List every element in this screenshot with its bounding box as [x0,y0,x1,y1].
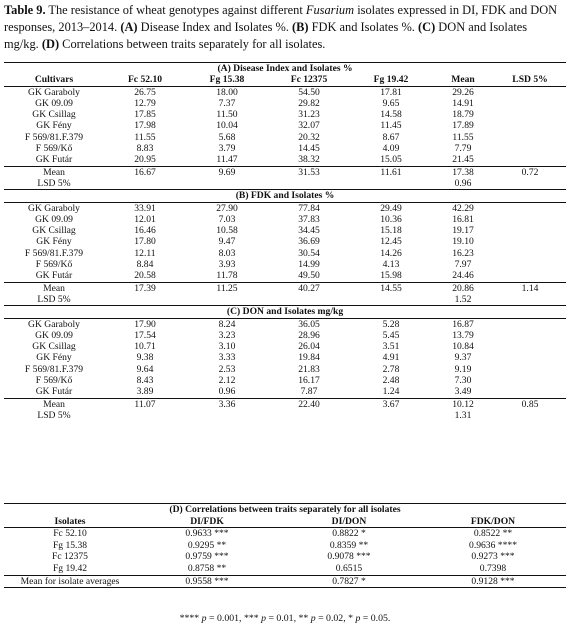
cell-value: 10.84 [452,341,474,353]
correlations-column-header: DI/DON [331,515,367,527]
section-title: (B) FDK and Isolates % [4,190,566,202]
mean-value: 11.07 [104,398,186,410]
caption-text-2: isolates expressed in DI, FDK and DON responses, 2013–2014. [4,3,558,34]
cell-value: 5.68 [218,131,236,143]
mean-value: 17.38 [432,166,494,178]
correlation-value: 0.7827 * [278,575,420,588]
column-header: Fc 52.10 [127,74,163,86]
lsd-value [494,294,566,306]
cell-value: 20.58 [134,270,156,282]
cell-value: 27.90 [186,202,268,214]
table-row [4,341,566,352]
caption-genus: Fusarium [305,3,355,17]
column-header: Cultivars [34,74,74,86]
cell-value: 49.50 [298,270,320,282]
cell-value: 8.43 [136,375,154,387]
cultivar-name: GK Futár [35,386,73,398]
lsd-value [104,294,186,306]
cell-value: 2.48 [382,375,400,387]
footnote-sig-3: *** [243,613,259,624]
cell-value [494,86,566,98]
cell-value: 17.85 [134,109,156,121]
cell-value: 8.84 [136,259,154,271]
cell-value [494,364,566,375]
cultivar-name: GK Fény [36,120,72,132]
isolate-name: Fc 12375 [52,551,88,563]
cell-value: 11.55 [452,131,474,143]
lsd-value [350,294,432,306]
cell-value: 18.00 [186,86,268,98]
cultivar-name: GK Fény [36,236,72,248]
column-header: Fc 12375 [290,74,328,86]
cell-value: 17.81 [350,86,432,98]
cell-value [494,109,566,120]
mean-value: 22.40 [268,398,350,410]
cell-value: 7.97 [454,259,472,271]
table-row [4,551,566,563]
cell-value: 28.96 [298,329,320,341]
table-row [4,143,566,154]
cell-value: 16.46 [134,225,156,237]
footnote-p: p [261,613,266,624]
cell-value: 34.45 [298,225,320,237]
cell-value [494,143,566,154]
cell-value: 9.65 [382,97,400,109]
cultivar-name: GK Garaboly [4,202,104,214]
cell-value: 14.58 [380,109,402,121]
cell-value: 10.36 [380,213,402,225]
cell-value: 2.53 [218,363,236,375]
cell-value: 42.29 [432,202,494,214]
footnote-p: p [355,613,361,624]
mean-value: 40.27 [268,282,350,294]
mean-value: 14.55 [350,282,432,294]
correlations-title: (D) Correlations between traits separately for all isolates [4,504,566,516]
cultivar-name: F 569/81.F.379 [24,131,84,143]
section-title-row [4,306,566,318]
caption-c-text: DON and Isolates mg/kg. [4,20,528,51]
cell-value: 10.71 [134,341,156,353]
cell-value: 20.32 [298,131,320,143]
table-row [4,120,566,131]
cell-value: 9.47 [218,236,236,248]
cell-value: 11.78 [216,270,238,282]
cell-value: 4.13 [382,259,400,271]
footnote-p: p [310,613,316,624]
section-title: (C) DON and Isolates mg/kg [4,306,566,318]
cell-value: 17.90 [104,318,186,330]
correlation-value: 0.8359 ** [329,539,369,551]
correlations-column-header: FDK/DON [470,515,516,527]
cell-value: 4.91 [382,352,400,364]
footnote-sig-1: * [348,613,353,624]
cell-value: 9.38 [136,352,154,364]
cultivar-name: GK Futár [35,270,73,282]
cell-value [494,132,566,143]
column-header: Fg 19.42 [373,74,409,86]
cell-value: 33.91 [104,202,186,214]
lsd-row [4,178,566,190]
cell-value: 19.84 [298,352,320,364]
cell-value [494,330,566,341]
cell-value: 30.54 [298,247,320,259]
cell-value [494,225,566,236]
cell-value: 4.09 [382,143,400,155]
cultivar-name: GK Futár [35,154,73,166]
cell-value: 19.10 [452,236,474,248]
cell-value: 16.23 [452,247,474,259]
cell-value: 9.19 [454,363,472,375]
section-title: (A) Disease Index and Isolates % [4,63,566,75]
cell-value: 8.24 [186,318,268,330]
mean-label: Mean [4,398,104,410]
cultivar-name: F 569/Kő [35,375,73,387]
cell-value: 29.49 [350,202,432,214]
cell-value: 10.58 [216,225,238,237]
mean-value: 16.67 [104,166,186,178]
cell-value: 8.83 [136,143,154,155]
column-header: Fg 15.38 [209,74,245,86]
cultivar-name: GK 09.09 [35,213,73,225]
correlation-value: 0.8522 ** [420,528,566,540]
lsd-value [494,410,566,421]
table-row [4,386,566,398]
cultivar-name: F 569/Kő [35,259,73,271]
mean-row [4,398,566,410]
cell-value: 21.83 [298,363,320,375]
cell-value: 11.47 [216,154,238,166]
lsd-value: 1.31 [454,409,472,421]
column-header: Mean [451,74,475,86]
table-row [4,109,566,120]
cell-value: 0.96 [218,386,236,398]
table-row [4,248,566,259]
table-row [4,86,566,98]
table-caption [4,2,564,53]
mean-value: 31.53 [268,166,350,178]
cell-value [494,236,566,247]
cultivar-name: GK Garaboly [4,86,104,98]
cultivar-name: GK 09.09 [35,97,73,109]
table-row [4,202,566,214]
footnote-text-3: = 0.02, [315,613,349,624]
cell-value: 12.79 [134,97,156,109]
cell-value [494,120,566,131]
correlation-value: 0.8822 * [278,528,420,540]
footnote-sig-4: **** [179,613,200,624]
lsd-value [494,178,566,190]
cell-value: 29.82 [298,97,320,109]
lsd-value: 1.52 [454,293,472,305]
significance-footnote [0,613,570,624]
correlation-value: 0.9078 *** [327,551,371,563]
table-row [4,364,566,375]
lsd-value [186,178,268,190]
table-row [4,225,566,236]
caption-a: (A) [120,20,138,34]
cell-value: 12.11 [134,247,156,259]
results-table [4,62,566,421]
lsd-label: LSD 5% [37,409,71,421]
cell-value: 14.99 [298,259,320,271]
cell-value [494,318,566,330]
cell-value: 54.50 [268,86,350,98]
cell-value: 13.79 [452,329,474,341]
cell-value [494,386,566,398]
cell-value: 29.26 [432,86,494,98]
cell-value: 24.46 [452,270,474,282]
cell-value [494,259,566,270]
caption-a-text: Disease Index and Isolates %. [137,20,293,34]
cell-value: 31.23 [298,109,320,121]
correlation-value: 0.9759 *** [185,551,229,563]
cell-value [494,248,566,259]
mean-value: 20.86 [432,282,494,294]
caption-b-text: FDK and Isolates %. [308,20,418,34]
cell-value: 8.67 [382,131,400,143]
table-row [4,132,566,143]
cell-value: 9.37 [454,352,472,364]
cell-value: 32.07 [298,120,320,132]
cell-value: 26.75 [104,86,186,98]
isolate-name: Mean for isolate averages [4,575,136,588]
cell-value: 11.55 [134,131,156,143]
correlations-table [4,503,566,588]
cell-value: 3.49 [454,386,472,398]
cell-value [494,341,566,352]
cell-value: 15.98 [380,270,402,282]
cell-value [494,214,566,225]
mean-row [4,282,566,294]
cell-value: 36.69 [298,236,320,248]
cell-value: 12.45 [380,236,402,248]
lsd-value [268,178,350,190]
mean-value: 11.25 [186,282,268,294]
lsd-row [4,410,566,421]
correlations-title-row [4,504,566,516]
column-header: LSD 5% [512,74,548,86]
mean-value: 9.69 [186,166,268,178]
lsd-value [186,410,268,421]
cell-value: 3.79 [218,143,236,155]
table-row [4,575,566,588]
cell-value: 14.91 [452,97,474,109]
cell-value: 7.37 [218,97,236,109]
mean-value: 1.14 [494,282,566,294]
correlations-column-header: DI/FDK [190,515,224,527]
cell-value: 16.87 [432,318,494,330]
isolate-name: Fc 52.10 [4,528,136,540]
cell-value: 19.17 [452,225,474,237]
mean-value: 11.61 [350,166,432,178]
table-row [4,563,566,575]
cell-value: 11.50 [216,109,238,121]
table-row [4,259,566,270]
caption-b: (B) [292,20,309,34]
isolate-name: Fg 19.42 [52,562,88,574]
cell-value: 38.32 [298,154,320,166]
cultivar-name: F 569/Kő [35,143,73,155]
correlation-value: 0.9558 *** [136,575,278,588]
mean-value: 0.85 [494,398,566,410]
section-title-row [4,63,566,75]
mean-value: 10.12 [432,398,494,410]
lsd-value [186,294,268,306]
cell-value: 17.54 [134,329,156,341]
correlations-header-row [4,516,566,528]
cell-value: 77.84 [268,202,350,214]
cultivar-name: F 569/81.F.379 [24,247,84,259]
cell-value: 26.04 [298,341,320,353]
cell-value: 16.81 [452,213,474,225]
cultivar-name: GK Csillag [32,341,76,353]
cell-value: 21.45 [452,154,474,166]
footnote-p: p [201,613,207,624]
cell-value: 15.05 [380,154,402,166]
section-title-row [4,190,566,202]
cell-value [494,375,566,386]
cell-value: 3.93 [218,259,236,271]
correlation-value: 0.9273 *** [471,551,515,563]
table-row [4,352,566,363]
correlation-value: 0.8758 ** [187,562,227,574]
mean-value: 3.67 [350,398,432,410]
cell-value: 3.51 [382,341,400,353]
cell-value: 2.78 [382,363,400,375]
caption-text-1: The resistance of wheat genotypes against different [45,3,306,17]
cell-value: 14.26 [380,247,402,259]
table-row [4,98,566,109]
cell-value [494,154,566,166]
table-row [4,318,566,330]
table-row [4,154,566,166]
mean-row [4,166,566,178]
footnote-text-1: = 0.001, [206,613,244,624]
cultivar-name: GK 09.09 [35,329,73,341]
correlation-value: 0.9633 *** [136,528,278,540]
cell-value: 37.83 [298,213,320,225]
correlation-value: 0.9636 **** [469,539,517,551]
lsd-value [350,410,432,421]
cell-value: 8.03 [218,247,236,259]
caption-d-text: Correlations between traits separately for all isolates. [59,37,326,51]
cell-value: 14.45 [298,143,320,155]
correlations-column-header: Isolates [54,515,86,527]
footnote-sig-2: ** [298,613,309,624]
correlation-value: 0.6515 [335,562,363,574]
correlation-value: 0.9128 *** [420,575,566,588]
cell-value: 20.95 [134,154,156,166]
lsd-value [104,178,186,190]
caption-c: (C) [418,20,436,34]
cell-value: 17.89 [452,120,474,132]
caption-label: Table 9. [4,3,46,17]
cell-value [494,270,566,282]
isolate-name: Fg 15.38 [52,539,88,551]
cell-value [494,352,566,363]
cultivar-name: GK Fény [36,352,72,364]
cell-value: 9.64 [136,363,154,375]
cultivar-name: GK Csillag [32,109,76,121]
cell-value: 1.24 [382,386,400,398]
cell-value: 15.18 [380,225,402,237]
table-row [4,330,566,341]
cell-value: 7.79 [454,143,472,155]
table-row [4,528,566,540]
lsd-value: 0.96 [454,177,472,189]
footnote-text-4: = 0.05. [360,613,391,624]
cell-value: 17.80 [134,236,156,248]
cultivar-name: GK Csillag [32,225,76,237]
cultivar-name: F 569/81.F.379 [24,363,84,375]
table-row [4,270,566,282]
table-row [4,540,566,552]
lsd-value [268,410,350,421]
cell-value: 10.04 [216,120,238,132]
cell-value: 36.05 [268,318,350,330]
cell-value: 7.03 [218,213,236,225]
table-row [4,214,566,225]
column-header-row [4,74,566,86]
table-row [4,236,566,247]
lsd-value [350,178,432,190]
lsd-label: LSD 5% [37,177,71,189]
cell-value: 11.45 [380,120,402,132]
cell-value: 5.45 [382,329,400,341]
cell-value: 17.98 [134,120,156,132]
cultivar-name: GK Garaboly [4,318,104,330]
cell-value: 3.33 [218,352,236,364]
mean-value: 3.36 [186,398,268,410]
cell-value: 7.87 [300,386,318,398]
cell-value: 2.12 [218,375,236,387]
cell-value [494,202,566,214]
lsd-value [268,294,350,306]
correlation-value: 0.7398 [479,562,507,574]
caption-d: (D) [41,37,60,51]
lsd-row [4,294,566,306]
cell-value: 3.10 [218,341,236,353]
cell-value: 18.79 [452,109,474,121]
mean-label: Mean [4,282,104,294]
cell-value: 12.01 [134,213,156,225]
mean-value: 17.39 [104,282,186,294]
table-row [4,375,566,386]
cell-value: 7.30 [454,375,472,387]
cell-value: 5.28 [350,318,432,330]
footnote-text-2: = 0.01, [266,613,299,624]
cell-value: 3.23 [218,329,236,341]
mean-value: 0.72 [494,166,566,178]
cell-value: 16.17 [298,375,320,387]
cell-value [494,98,566,109]
mean-label: Mean [4,166,104,178]
cell-value: 3.89 [136,386,154,398]
lsd-label: LSD 5% [37,293,71,305]
lsd-value [104,410,186,421]
correlation-value: 0.9295 ** [187,539,227,551]
